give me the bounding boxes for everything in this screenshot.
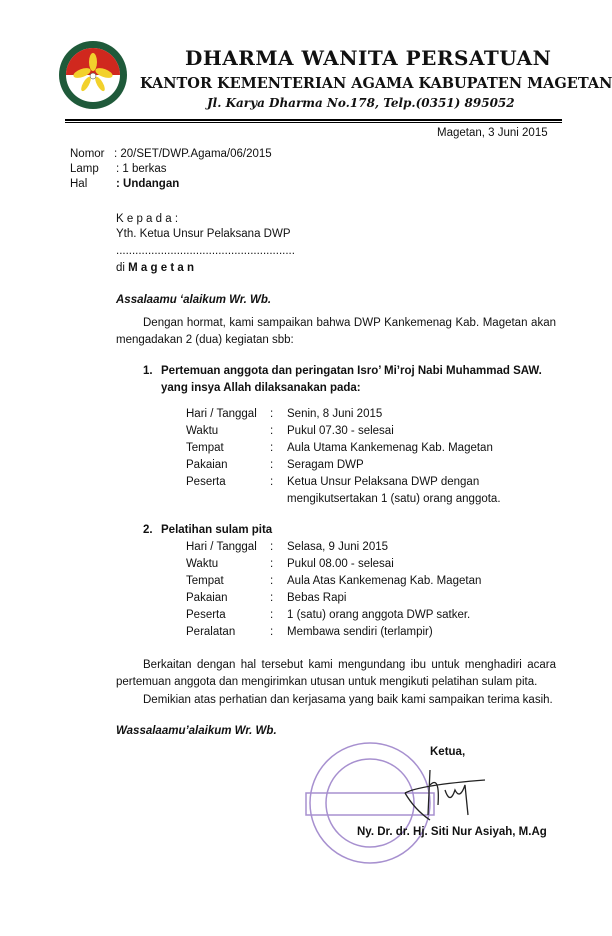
detail-colon: : bbox=[270, 575, 274, 587]
intro-line-1: Dengan hormat, kami sampaikan bahwa DWP Kankemenag Kab. Magetan akan bbox=[143, 317, 556, 329]
meta-nomor-value: : 20/SET/DWP.Agama/06/2015 bbox=[114, 148, 272, 160]
event-2-title: Pelatihan sulam pita bbox=[161, 524, 273, 536]
meta-hal-value: : Undangan bbox=[116, 178, 180, 190]
detail-value: Pukul 08.00 - selesai bbox=[287, 558, 394, 570]
detail-label: Hari / Tanggal bbox=[186, 541, 257, 553]
office-address: Jl. Karya Dharma No.178, Telp.(0351) 895052 bbox=[207, 96, 515, 110]
recipient-dots: ........................................................ bbox=[116, 245, 295, 257]
detail-colon: : bbox=[270, 626, 274, 638]
detail-label: Peralatan bbox=[186, 626, 236, 638]
place-name: M a g e t a n bbox=[128, 262, 194, 274]
recipient-place bbox=[116, 262, 194, 274]
meta-lamp-value: : 1 berkas bbox=[116, 163, 167, 175]
event-1-title: Pertemuan anggota dan peringatan Isro’ Mi’roj Nabi Muhammad SAW. bbox=[161, 365, 542, 377]
detail-label: Peserta bbox=[186, 476, 226, 488]
detail-value: Aula Atas Kankemenag Kab. Magetan bbox=[287, 575, 482, 587]
detail-value: Bebas Rapi bbox=[287, 592, 347, 604]
detail-label: Pakaian bbox=[186, 592, 228, 604]
meta-nomor-label: Nomor bbox=[70, 148, 105, 160]
detail-label: Pakaian bbox=[186, 459, 228, 471]
detail-value: Selasa, 9 Juni 2015 bbox=[287, 541, 389, 553]
office-name: KANTOR KEMENTERIAN AGAMA KABUPATEN MAGETAN bbox=[140, 75, 612, 92]
detail-value: 1 (satu) orang anggota DWP satker. bbox=[287, 609, 471, 621]
header-divider bbox=[65, 119, 562, 123]
detail-value: Senin, 8 Juni 2015 bbox=[287, 408, 383, 420]
detail-label: Waktu bbox=[186, 558, 219, 570]
event-1-title-2: yang insya Allah dilaksanakan pada: bbox=[161, 382, 361, 394]
detail-value: Pukul 07.30 - selesai bbox=[287, 425, 394, 437]
detail-value: Ketua Unsur Pelaksana DWP dengan bbox=[287, 476, 480, 488]
meta-lamp-label: Lamp bbox=[70, 163, 99, 175]
letter-date: Magetan, 3 Juni 2015 bbox=[437, 127, 548, 139]
detail-value-continued: mengikutsertakan 1 (satu) orang anggota. bbox=[287, 493, 501, 505]
greeting: Assalaamu ‘alaikum Wr. Wb. bbox=[116, 294, 272, 306]
closing-line-1: Berkaitan dengan hal tersebut kami mengundang ibu untuk menghadiri acara bbox=[143, 659, 556, 671]
detail-colon: : bbox=[270, 442, 274, 454]
farewell: Wassalaamu’alaikum Wr. Wb. bbox=[116, 725, 277, 737]
recipient-name: Yth. Ketua Unsur Pelaksana DWP bbox=[116, 228, 291, 240]
detail-value: Membawa sendiri (terlampir) bbox=[287, 626, 433, 638]
signer-role: Ketua, bbox=[430, 746, 466, 758]
detail-colon: : bbox=[270, 541, 274, 553]
org-name: DHARMA WANITA PERSATUAN bbox=[185, 46, 552, 70]
event-1-number: 1. bbox=[143, 365, 153, 377]
detail-colon: : bbox=[270, 592, 274, 604]
closing-line-2: pertemuan anggota dan mengirimkan utusan untuk mengikuti pelatihan sulam pita. bbox=[116, 676, 538, 688]
detail-colon: : bbox=[270, 609, 274, 621]
detail-value: Seragam DWP bbox=[287, 459, 364, 471]
kepada-label: K e p a d a : bbox=[116, 213, 179, 225]
detail-colon: : bbox=[270, 425, 274, 437]
closing-line-3: Demikian atas perhatian dan kerjasama yang baik kami sampaikan terima kasih. bbox=[143, 694, 553, 706]
detail-colon: : bbox=[270, 459, 274, 471]
detail-label: Peserta bbox=[186, 609, 226, 621]
dwp-logo bbox=[58, 40, 128, 110]
meta-hal-label: Hal bbox=[70, 178, 88, 190]
detail-label: Waktu bbox=[186, 425, 219, 437]
detail-colon: : bbox=[270, 476, 274, 488]
di-label: di bbox=[116, 262, 125, 274]
event-2-number: 2. bbox=[143, 524, 153, 536]
handwritten-signature bbox=[400, 765, 490, 825]
detail-label: Hari / Tanggal bbox=[186, 408, 257, 420]
detail-label: Tempat bbox=[186, 442, 224, 454]
detail-value: Aula Utama Kankemenag Kab. Magetan bbox=[287, 442, 493, 454]
intro-line-2: mengadakan 2 (dua) kegiatan sbb: bbox=[116, 334, 294, 346]
detail-colon: : bbox=[270, 408, 274, 420]
detail-colon: : bbox=[270, 558, 274, 570]
detail-label: Tempat bbox=[186, 575, 224, 587]
signer-name: Ny. Dr. dr. Hj. Siti Nur Asiyah, M.Ag bbox=[357, 826, 547, 838]
